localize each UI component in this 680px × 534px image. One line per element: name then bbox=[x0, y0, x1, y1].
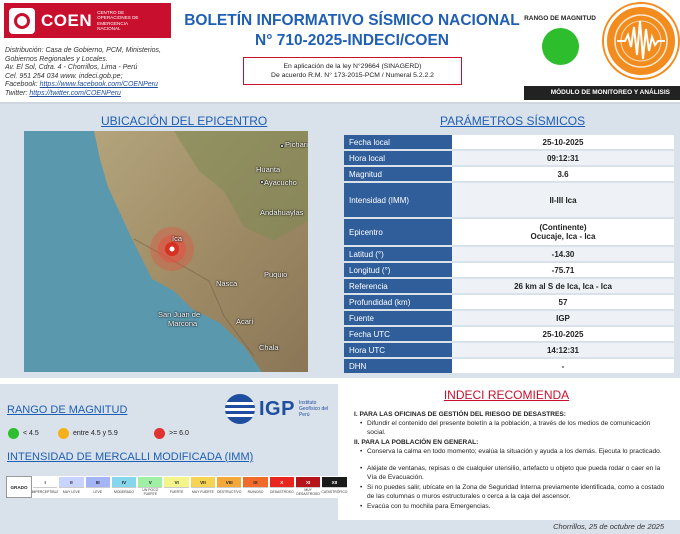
param-value: - bbox=[452, 359, 674, 373]
igp-logo bbox=[225, 394, 337, 424]
magnitude-range-label: RANGO DE MAGNITUD bbox=[524, 15, 596, 22]
mercalli-grade-word: IMPERCEPTIBLE bbox=[33, 487, 57, 497]
map-city-dot bbox=[280, 144, 284, 148]
mercalli-grade-word: MUY LEVE bbox=[59, 487, 83, 497]
legend-green-dot bbox=[8, 428, 19, 439]
param-value: 25-10-2025 bbox=[452, 135, 674, 149]
mercalli-grade-cell bbox=[269, 476, 295, 498]
logo-text: COEN bbox=[41, 10, 93, 30]
magnitude-indicator bbox=[542, 28, 579, 65]
param-value: 25-10-2025 bbox=[452, 327, 674, 341]
reco-item: • Conserva la calma en todo momento; evalúa la situación y ayuda a los demás. Ejecuta lo practicado. bbox=[362, 447, 668, 456]
map-city-label: Marcona bbox=[168, 319, 198, 328]
epicenter-type: (Continente) bbox=[539, 223, 587, 232]
mercalli-grade-number: VI bbox=[164, 477, 188, 487]
coen-emblem-icon bbox=[9, 8, 35, 34]
mercalli-grade-word: MUY DESASTROSO bbox=[296, 487, 320, 496]
law-line1: En aplicación de la ley N°29664 (SINAGERD) bbox=[283, 63, 422, 70]
mercalli-grade-number: X bbox=[270, 477, 294, 487]
mercalli-grade-number: V bbox=[138, 477, 162, 487]
legend-label: < 4.5 bbox=[23, 430, 39, 437]
facebook-link[interactable]: https://www.facebook.com/COENPeru bbox=[39, 81, 158, 89]
module-bar: MÓDULO DE MONITOREO Y ANÁLISIS bbox=[524, 86, 680, 100]
table-row bbox=[344, 247, 674, 261]
mercalli-grade-cell bbox=[58, 476, 84, 498]
recommendations bbox=[354, 409, 668, 512]
law-reference-box bbox=[243, 57, 462, 85]
mercalli-grade-number: XI bbox=[296, 477, 320, 487]
mercalli-grade-number: VIII bbox=[217, 477, 241, 487]
reco-item: • Difundir el contenido del presente boletín a la población, a través de los medios de comunicación social. bbox=[362, 419, 668, 437]
map-city-label: Acarí bbox=[236, 317, 254, 326]
table-row bbox=[344, 359, 674, 373]
param-key: Hora UTC bbox=[344, 343, 452, 357]
reco-item: • Evacúa con tu mochila para Emergencias. bbox=[362, 502, 668, 511]
mercalli-grade-number: IV bbox=[112, 477, 136, 487]
mercalli-grade-cell bbox=[190, 476, 216, 498]
mercalli-grade-word: DESASTROSO bbox=[270, 487, 294, 497]
mercalli-grade-number: IX bbox=[243, 477, 267, 487]
reco-heading: I. PARA LAS OFICINAS DE GESTIÓN DEL RIESGO DE DESASTRES: bbox=[354, 411, 567, 418]
mercalli-grade-word: RUINOSO bbox=[243, 487, 267, 497]
param-key: Longitud (°) bbox=[344, 263, 452, 277]
map-city-label: San Juan de bbox=[158, 310, 201, 319]
law-line2: De acuerdo R.M. N° 173-2015-PCM / Numeral 5.2.2.2 bbox=[271, 72, 434, 79]
bulletin-title-line2: N° 710-2025-INDECI/COEN bbox=[255, 32, 449, 49]
param-value: II-III Ica bbox=[452, 183, 674, 217]
map-city-label: Andahuaylas bbox=[260, 208, 304, 217]
mercalli-grade-word: LEVE bbox=[86, 487, 110, 497]
mercalli-grade-number: II bbox=[59, 477, 83, 487]
twitter-link[interactable]: https://twitter.com/COENPeru bbox=[29, 89, 121, 97]
table-row bbox=[344, 219, 674, 245]
mercalli-grade-cell bbox=[163, 476, 189, 498]
param-value: IGP bbox=[452, 311, 674, 325]
distribution-line: Cel. 951 254 034 www. indeci.gob.pe; bbox=[5, 72, 123, 80]
mercalli-title: INTENSIDAD DE MERCALLI MODIFICADA (IMM) bbox=[7, 451, 254, 463]
param-key: Epicentro bbox=[344, 219, 452, 245]
table-row bbox=[344, 183, 674, 217]
distribution-line: Av. El Sol, Cdra. 4 - Chorrillos, Lima - Perú bbox=[5, 64, 138, 72]
facebook-label: Facebook: bbox=[5, 81, 38, 89]
legend-label: >= 6.0 bbox=[169, 430, 189, 437]
reco-item: • Aléjate de ventanas, repisas o de cualquier utensilio, artefacto u objeto que pueda rodar o caer en la Vía de Evacuación. bbox=[362, 464, 668, 482]
legend-red-dot bbox=[154, 428, 165, 439]
table-row bbox=[344, 279, 674, 293]
epicenter-title: UBICACIÓN DEL EPICENTRO bbox=[101, 114, 268, 128]
param-key: Fecha local bbox=[344, 135, 452, 149]
distribution-info bbox=[5, 47, 185, 99]
map-city-label: Huanta bbox=[256, 165, 281, 174]
seismic-params-table bbox=[344, 133, 674, 375]
epicenter-map bbox=[24, 131, 308, 372]
map-city-label: Ica bbox=[172, 234, 183, 243]
seismograph-logo-icon bbox=[604, 4, 678, 78]
reco-item: • Si no puedes salir, ubícate en la Zona de Seguridad Interna previamente identificada, como a costado de las columnas o muros estructurales o cerca a la caja del ascensor. bbox=[362, 483, 668, 501]
param-key: Fecha UTC bbox=[344, 327, 452, 341]
params-title: PARÁMETROS SÍSMICOS bbox=[440, 114, 586, 128]
param-value: -75.71 bbox=[452, 263, 674, 277]
mercalli-grade-word: CATASTRÓFICO bbox=[322, 487, 346, 497]
mercalli-grade-number: XII bbox=[322, 477, 346, 487]
mercalli-grade-number: III bbox=[86, 477, 110, 487]
table-row bbox=[344, 343, 674, 357]
param-value bbox=[452, 219, 674, 245]
legend-item bbox=[8, 428, 39, 439]
recommendations-title: INDECI RECOMIENDA bbox=[443, 388, 570, 402]
legend-yellow-dot bbox=[58, 428, 69, 439]
param-key: DHN bbox=[344, 359, 452, 373]
table-row bbox=[344, 135, 674, 149]
map-city-label: Chala bbox=[259, 343, 279, 352]
param-key: Profundidad (km) bbox=[344, 295, 452, 309]
facebook-line bbox=[5, 81, 185, 90]
table-row bbox=[344, 327, 674, 341]
mercalli-grade-cell bbox=[137, 476, 163, 498]
mercalli-grade-word: FUERTE bbox=[164, 487, 188, 497]
table-row bbox=[344, 167, 674, 181]
igp-globe-icon bbox=[225, 394, 255, 424]
mercalli-grade-word: DESTRUCTIVO bbox=[217, 487, 241, 497]
mercalli-grade-number: VII bbox=[191, 477, 215, 487]
logo-subtitle: CENTRO DE OPERACIONES DE EMERGENCIA NACIONAL bbox=[97, 9, 139, 31]
param-key: Hora local bbox=[344, 151, 452, 165]
param-value: -14.30 bbox=[452, 247, 674, 261]
param-key: Fuente bbox=[344, 311, 452, 325]
map-city-label: Pichari bbox=[285, 140, 308, 149]
distribution-line: Distribución: Casa de Gobierno, PCM, Ministerios, bbox=[5, 47, 162, 54]
param-value: 3.6 bbox=[452, 167, 674, 181]
param-key: Referencia bbox=[344, 279, 452, 293]
mercalli-grade-word: MODERADO bbox=[112, 487, 136, 497]
param-value: 14:12:31 bbox=[452, 343, 674, 357]
param-key: Latitud (°) bbox=[344, 247, 452, 261]
mercalli-grade-label: GRADO bbox=[6, 476, 32, 498]
bulletin-title-line1: BOLETÍN INFORMATIVO SÍSMICO NACIONAL bbox=[184, 12, 520, 29]
mercalli-grade-cell bbox=[321, 476, 347, 498]
map-city-label: Ayacucho bbox=[264, 178, 297, 187]
mercalli-grade-cell bbox=[32, 476, 58, 498]
igp-wordmark: IGP bbox=[259, 397, 295, 420]
legend-label: entre 4.5 y 5.9 bbox=[73, 430, 118, 437]
coen-logo bbox=[4, 3, 171, 38]
mercalli-grade-word: MUY FUERTE bbox=[191, 487, 215, 497]
legend-title: RANGO DE MAGNITUD bbox=[7, 404, 128, 416]
bulletin-title bbox=[182, 11, 522, 51]
reco-heading: II. PARA LA POBLACIÓN EN GENERAL: bbox=[354, 439, 479, 446]
mercalli-grade-number: I bbox=[33, 477, 57, 487]
map-city-label: Nasca bbox=[216, 279, 238, 288]
legend-item bbox=[58, 428, 118, 439]
table-row bbox=[344, 263, 674, 277]
mercalli-grade-cell bbox=[295, 476, 321, 498]
mercalli-grade-word: UN POCO FUERTE bbox=[138, 487, 162, 497]
mercalli-scale bbox=[6, 476, 348, 498]
igp-subtitle: Instituto Geofísico del Perú bbox=[298, 400, 329, 418]
param-value: 09:12:31 bbox=[452, 151, 674, 165]
table-row bbox=[344, 295, 674, 309]
distribution-line: Gobiernos Regionales y Locales. bbox=[5, 55, 108, 63]
table-row bbox=[344, 151, 674, 165]
table-row bbox=[344, 311, 674, 325]
footer-date: Chorrillos, 25 de octubre de 2025 bbox=[553, 522, 664, 531]
param-key: Magnitud bbox=[344, 167, 452, 181]
twitter-line bbox=[5, 90, 185, 99]
param-value: 26 km al S de Ica, Ica - Ica bbox=[452, 279, 674, 293]
param-value: 57 bbox=[452, 295, 674, 309]
legend-item bbox=[154, 428, 189, 439]
mercalli-grade-cell bbox=[216, 476, 242, 498]
mercalli-grade-cell bbox=[85, 476, 111, 498]
epicenter-place: Ocucaje, Ica - Ica bbox=[530, 232, 596, 241]
mercalli-grade-cell bbox=[242, 476, 268, 498]
map-city-label: Puquio bbox=[264, 270, 288, 279]
param-key: Intensidad (IMM) bbox=[344, 183, 452, 217]
twitter-label: Twitter: bbox=[5, 89, 28, 97]
mercalli-grade-cell bbox=[111, 476, 137, 498]
